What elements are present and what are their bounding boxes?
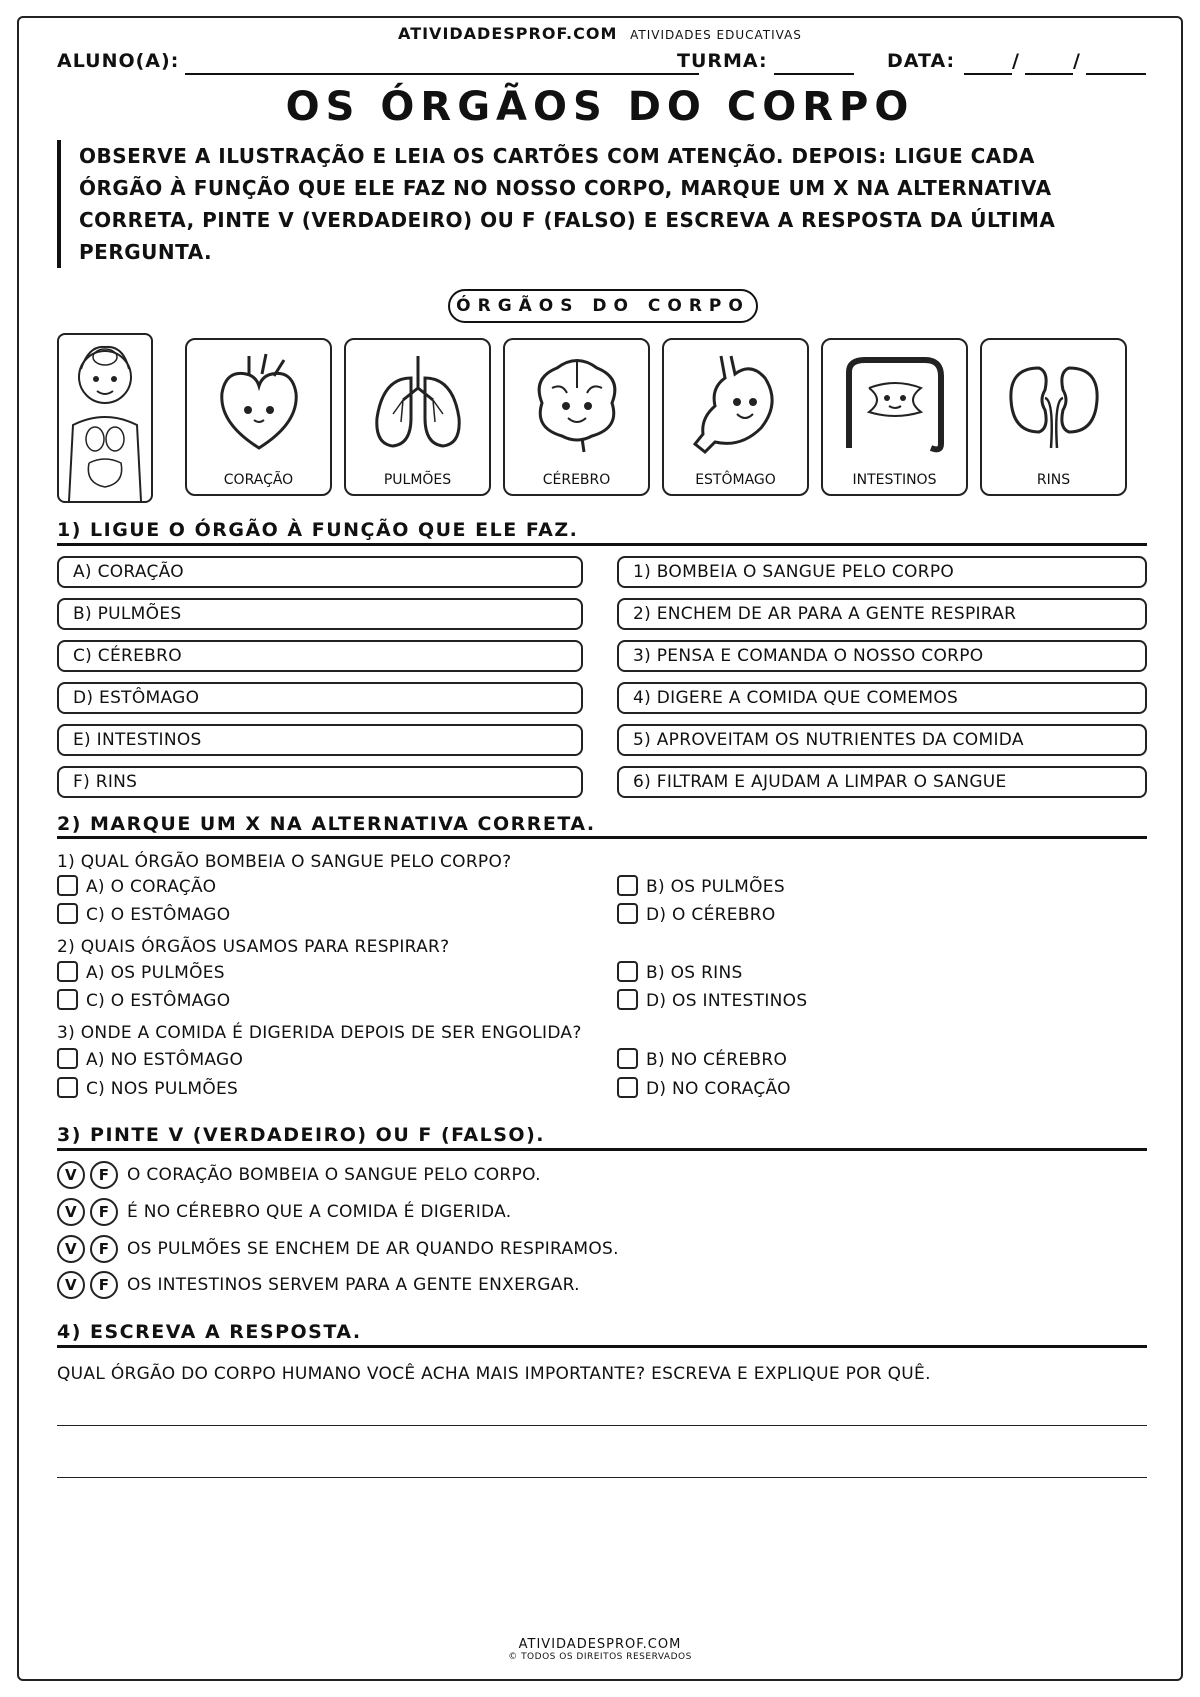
site-header: [0, 24, 1200, 43]
option-d[interactable]: D) OS INTESTINOS: [617, 991, 807, 1011]
site-name: ATIVIDADESPROF.COM: [398, 24, 618, 43]
match-right-item[interactable]: 6) FILTRAM E AJUDAM A LIMPAR O SANGUE: [617, 766, 1147, 798]
checkbox[interactable]: [57, 961, 78, 982]
answer-line[interactable]: [57, 1477, 1147, 1478]
checkbox[interactable]: [57, 989, 78, 1010]
footer: [0, 1637, 1200, 1662]
checkbox[interactable]: [617, 1048, 638, 1069]
match-right-item[interactable]: 3) PENSA E COMANDA O NOSSO CORPO: [617, 640, 1147, 672]
tf-row: [57, 1198, 511, 1228]
organ-card-coracao: [185, 338, 332, 496]
student-info-row: [57, 50, 1147, 78]
instructions: OBSERVE A ILUSTRAÇÃO E LEIA OS CARTÕES COM ATENÇÃO. DEPOIS: LIGUE CADA ÓRGÃO À FUNÇÃO QUE ELE FAZ NO NOSSO CORPO, MARQUE UM X NA ALTERNATIVA CORRETA, PINTE V (VERDADEIRO) OU F (FALSO) E ESCREVA A RESPOSTA DA ÚLTIMA PERGUNTA.: [57, 140, 1117, 268]
boy-illustration: [57, 333, 153, 503]
footer-rights: © TODOS OS DIREITOS RESERVADOS: [508, 1652, 692, 1662]
true-option[interactable]: V: [57, 1161, 85, 1189]
organ-label: INTESTINOS: [852, 472, 937, 488]
date-month-field[interactable]: [1025, 73, 1073, 75]
organ-card-estomago: [662, 338, 809, 496]
section1-title: 1) LIGUE O ÓRGÃO À FUNÇÃO QUE ELE FAZ.: [57, 519, 579, 541]
statement: É NO CÉREBRO QUE A COMIDA É DIGERIDA.: [127, 1202, 512, 1222]
kidneys-icon: [999, 348, 1109, 458]
intestines-icon: [835, 348, 955, 458]
date-year-field[interactable]: [1086, 73, 1146, 75]
option-a[interactable]: A) NO ESTÔMAGO: [57, 1050, 243, 1070]
statement: OS INTESTINOS SERVEM PARA A GENTE ENXERGAR.: [127, 1275, 580, 1295]
false-option[interactable]: F: [90, 1161, 118, 1189]
date-day-field[interactable]: [964, 73, 1012, 75]
option-a[interactable]: A) O CORAÇÃO: [57, 877, 216, 897]
true-option[interactable]: V: [57, 1235, 85, 1263]
match-right-item[interactable]: 2) ENCHEM DE AR PARA A GENTE RESPIRAR: [617, 598, 1147, 630]
tf-row: [57, 1235, 619, 1265]
tf-row: [57, 1161, 541, 1191]
checkbox[interactable]: [617, 903, 638, 924]
match-left-item[interactable]: D) ESTÔMAGO: [57, 682, 583, 714]
false-option[interactable]: F: [90, 1271, 118, 1299]
organ-label: ESTÔMAGO: [695, 472, 776, 488]
match-left-item[interactable]: C) CÉREBRO: [57, 640, 583, 672]
date-slash: /: [1073, 50, 1081, 72]
option-d[interactable]: D) NO CORAÇÃO: [617, 1079, 791, 1099]
checkbox[interactable]: [617, 961, 638, 982]
section2-title: 2) MARQUE UM X NA ALTERNATIVA CORRETA.: [57, 813, 596, 835]
organs-heading: ÓRGÃOS DO CORPO: [448, 289, 758, 323]
statement: O CORAÇÃO BOMBEIA O SANGUE PELO CORPO.: [127, 1165, 541, 1185]
checkbox[interactable]: [57, 1048, 78, 1069]
question-text: 3) ONDE A COMIDA É DIGERIDA DEPOIS DE SER ENGOLIDA?: [57, 1023, 582, 1043]
organ-card-intestinos: [821, 338, 968, 496]
checkbox[interactable]: [617, 989, 638, 1010]
match-right-item[interactable]: 4) DIGERE A COMIDA QUE COMEMOS: [617, 682, 1147, 714]
answer-line[interactable]: [57, 1425, 1147, 1426]
site-subtitle: ATIVIDADES EDUCATIVAS: [630, 28, 802, 42]
statement: OS PULMÕES SE ENCHEM DE AR QUANDO RESPIRAMOS.: [127, 1239, 619, 1259]
turma-field[interactable]: [774, 73, 854, 75]
match-left-item[interactable]: A) CORAÇÃO: [57, 556, 583, 588]
match-right-item[interactable]: 1) BOMBEIA O SANGUE PELO CORPO: [617, 556, 1147, 588]
checkbox[interactable]: [57, 875, 78, 896]
turma-label: TURMA:: [677, 50, 768, 72]
checkbox[interactable]: [57, 903, 78, 924]
match-right-item[interactable]: 5) APROVEITAM OS NUTRIENTES DA COMIDA: [617, 724, 1147, 756]
organ-label: RINS: [1036, 472, 1071, 488]
option-c[interactable]: C) O ESTÔMAGO: [57, 991, 230, 1011]
option-a[interactable]: A) OS PULMÕES: [57, 963, 225, 983]
option-b[interactable]: B) OS RINS: [617, 963, 743, 983]
option-c[interactable]: C) NOS PULMÕES: [57, 1079, 238, 1099]
section4-title: 4) ESCREVA A RESPOSTA.: [57, 1321, 362, 1343]
page-title: OS ÓRGÃOS DO CORPO: [285, 84, 915, 130]
organ-label: CORAÇÃO: [223, 472, 294, 488]
footer-site: ATIVIDADESPROF.COM: [518, 1637, 682, 1652]
section-divider: [57, 1148, 1147, 1151]
checkbox[interactable]: [617, 875, 638, 896]
brain-icon: [522, 348, 632, 458]
false-option[interactable]: F: [90, 1235, 118, 1263]
false-option[interactable]: F: [90, 1198, 118, 1226]
aluno-label: ALUNO(A):: [57, 50, 180, 72]
question-text: 2) QUAIS ÓRGÃOS USAMOS PARA RESPIRAR?: [57, 937, 450, 957]
organ-card-cerebro: [503, 338, 650, 496]
match-left-item[interactable]: F) RINS: [57, 766, 583, 798]
question-text: QUAL ÓRGÃO DO CORPO HUMANO VOCÊ ACHA MAIS IMPORTANTE? ESCREVA E EXPLIQUE POR QUÊ.: [57, 1364, 931, 1384]
organ-label: PULMÕES: [383, 472, 452, 488]
tf-row: [57, 1271, 580, 1301]
section3-title: 3) PINTE V (VERDADEIRO) OU F (FALSO).: [57, 1124, 545, 1146]
option-d[interactable]: D) O CÉREBRO: [617, 905, 776, 925]
boy-body-icon: [59, 335, 151, 501]
organ-label: CÉREBRO: [542, 472, 611, 488]
match-left-item[interactable]: E) INTESTINOS: [57, 724, 583, 756]
option-b[interactable]: B) OS PULMÕES: [617, 877, 785, 897]
date-slash: /: [1012, 50, 1020, 72]
section-divider: [57, 836, 1147, 839]
true-option[interactable]: V: [57, 1198, 85, 1226]
true-option[interactable]: V: [57, 1271, 85, 1299]
aluno-field[interactable]: [185, 73, 699, 75]
heart-icon: [204, 348, 314, 458]
checkbox[interactable]: [57, 1077, 78, 1098]
section-divider: [57, 1345, 1147, 1348]
lungs-icon: [363, 348, 473, 458]
option-b[interactable]: B) NO CÉREBRO: [617, 1050, 787, 1070]
section-divider: [57, 543, 1147, 546]
data-label: DATA:: [887, 50, 956, 72]
option-c[interactable]: C) O ESTÔMAGO: [57, 905, 230, 925]
checkbox[interactable]: [617, 1077, 638, 1098]
stomach-icon: [681, 348, 791, 458]
match-left-item[interactable]: B) PULMÕES: [57, 598, 583, 630]
question-text: 1) QUAL ÓRGÃO BOMBEIA O SANGUE PELO CORPO?: [57, 852, 512, 872]
organ-card-pulmoes: [344, 338, 491, 496]
organ-card-rins: [980, 338, 1127, 496]
